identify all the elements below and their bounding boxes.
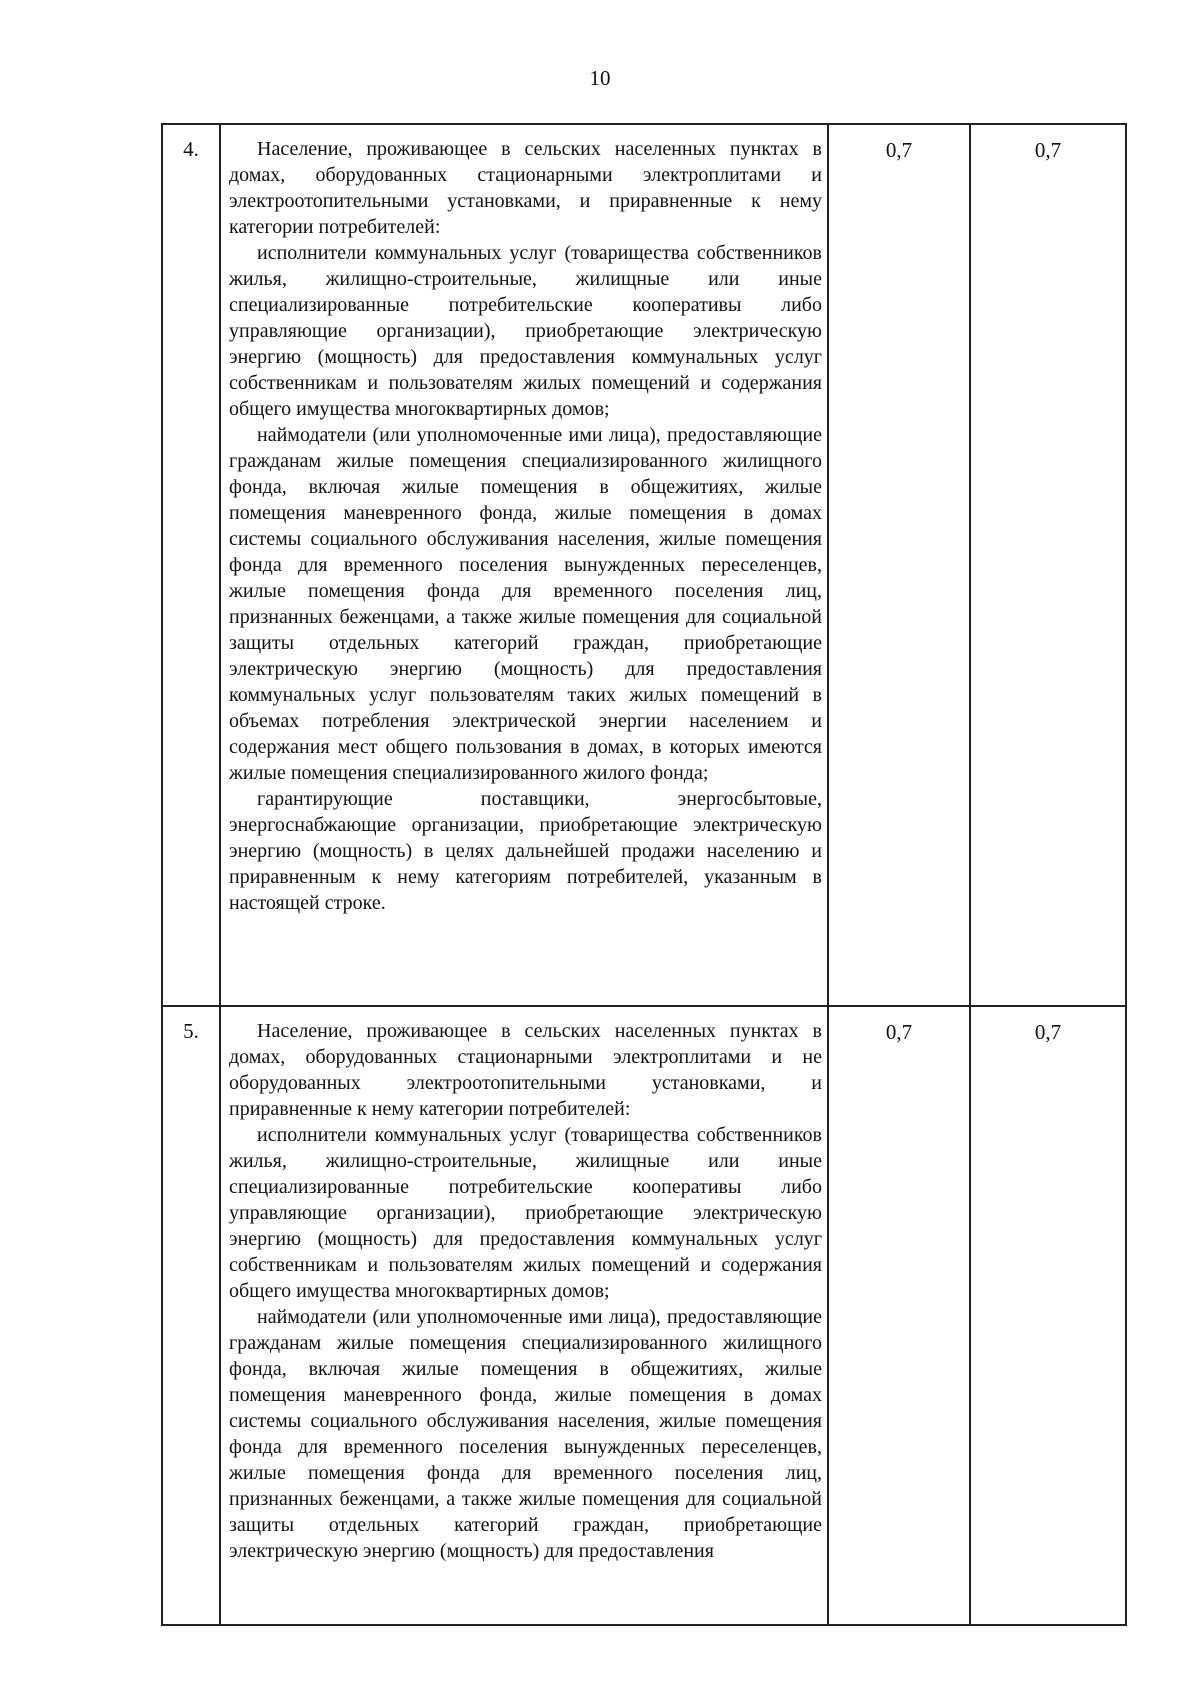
description-paragraph: исполнители коммунальных услуг (товарищества собственников жилья, жилищно-строительные, жилищные или иные специализированные потребительские кооперативы либо управляющие организации), приобретающие электрическую энергию (мощность) для предоставления коммунальных услуг собственникам и пользователям жилых помещений и содержания общего имущества многоквартирных домов; bbox=[229, 242, 822, 420]
description-cell bbox=[220, 1006, 828, 1625]
description-cell bbox=[220, 124, 828, 1006]
description-paragraph: наймодатели (или уполномоченные ими лица), предоставляющие гражданам жилые помещения специализированного жилищного фонда, включая жилые помещения в общежитиях, жилые помещения маневренного фонда, жилые помещения в домах системы социального обслуживания населения, жилые помещения фонда для временного поселения вынужденных переселенцев, жилые помещения фонда для временного поселения лиц, признанных беженцами, а также жилые помещения для социальной защиты отдельных категорий граждан, приобретающие электрическую энергию (мощность) для предоставления коммунальных услуг пользователям таких жилых помещений в объемах потребления электрической энергии населением и содержания мест общего пользования в домах, в которых имеются жилые помещения специализированного жилого фонда; bbox=[229, 424, 822, 784]
row-number: 5. bbox=[183, 1019, 199, 1043]
table-row bbox=[162, 124, 1126, 1006]
row-number-cell bbox=[162, 1006, 220, 1625]
table-row bbox=[162, 1006, 1126, 1625]
coefficient-value: 0,7 bbox=[1034, 1020, 1062, 1044]
coefficient-value: 0,7 bbox=[1034, 138, 1062, 162]
coefficient-value: 0,7 bbox=[885, 138, 913, 162]
value-cell-2 bbox=[970, 124, 1126, 1006]
description-paragraph: Население, проживающее в сельских населенных пунктах в домах, оборудованных стационарными электроплитами и не оборудованных электроотопительными установками, и приравненные к нему категории потребителей: bbox=[229, 1020, 822, 1120]
row-number-cell bbox=[162, 124, 220, 1006]
value-cell-2 bbox=[970, 1006, 1126, 1625]
description-paragraph: гарантирующие поставщики, энергосбытовые, энергоснабжающие организации, приобретающие электрическую энергию (мощность) в целях дальнейшей продажи населению и приравненным к нему категориям потребителей, указанным в настоящей строке. bbox=[229, 788, 822, 914]
value-cell-1 bbox=[828, 124, 970, 1006]
page-number: 10 bbox=[589, 66, 611, 90]
coefficient-value: 0,7 bbox=[885, 1020, 913, 1044]
row-number: 4. bbox=[183, 137, 199, 161]
value-cell-1 bbox=[828, 1006, 970, 1625]
description-paragraph: исполнители коммунальных услуг (товарищества собственников жилья, жилищно-строительные, жилищные или иные специализированные потребительские кооперативы либо управляющие организации), приобретающие электрическую энергию (мощность) для предоставления коммунальных услуг собственникам и пользователям жилых помещений и содержания общего имущества многоквартирных домов; bbox=[229, 1124, 822, 1302]
tariff-table bbox=[161, 123, 1127, 1626]
description-paragraph: Население, проживающее в сельских населенных пунктах в домах, оборудованных стационарными электроплитами и электроотопительными установками, и приравненные к нему категории потребителей: bbox=[229, 138, 822, 238]
description-paragraph: наймодатели (или уполномоченные ими лица), предоставляющие гражданам жилые помещения специализированного жилищного фонда, включая жилые помещения в общежитиях, жилые помещения маневренного фонда, жилые помещения в домах системы социального обслуживания населения, жилые помещения фонда для временного поселения вынужденных переселенцев, жилые помещения фонда для временного поселения лиц, признанных беженцами, а также жилые помещения для социальной защиты отдельных категорий граждан, приобретающие электрическую энергию (мощность) для предоставления bbox=[229, 1306, 822, 1562]
